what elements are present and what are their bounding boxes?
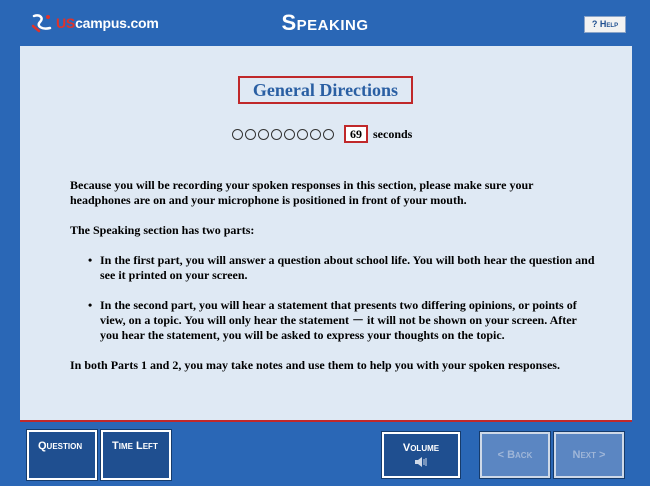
timer-value: 69 [344,125,368,143]
question-button[interactable]: Question [27,430,97,480]
timer-dot-icon [297,129,308,140]
timer-dot-icon [245,129,256,140]
timer-dot-icon [323,129,334,140]
list-item-part-1: • In the first part, you will answer a question about school life. You will both hear the question and see it printed on your screen. [100,253,595,283]
paragraph-two-parts: The Speaking section has two parts: [70,223,255,237]
volume-label: Volume [402,442,440,454]
time-left-button[interactable]: Time Left [101,430,171,480]
logo-text-suffix: campus.com [75,15,159,31]
back-button[interactable]: < Back [480,432,550,478]
directions-title: General Directions [238,76,413,104]
list-item-part-2: • In the second part, you will hear a statement that presents two differing opinions, or points of view, on a topic. You will only hear the statement － it will not be shown on your screen. After you hear the statement, you will be asked to express your thoughts on the topic. [100,298,595,343]
timer-dot-icon [258,129,269,140]
timer-dot-icon [232,129,243,140]
header-bar [0,0,650,46]
logo-text-prefix: US [56,15,76,31]
response-timer [232,124,412,144]
next-button[interactable]: Next > [554,432,624,478]
directions-body [70,178,595,388]
timer-dot-icon [284,129,295,140]
parts-list [70,253,595,343]
section-title: Speaking [281,10,369,35]
footer-bar [0,422,650,486]
paragraph-recording: Because you will be recording your spoken responses in this section, please make sure your headphones are on and your microphone is positioned in front of your mouth. [70,178,534,207]
paragraph-notes: In both Parts 1 and 2, you may take notes and use them to help you with your spoken responses. [70,358,560,372]
timer-dot-icon [271,129,282,140]
help-button[interactable]: ? Help [584,16,626,33]
volume-button[interactable] [382,432,460,478]
timer-unit: seconds [373,126,413,141]
timer-dot-icon [310,129,321,140]
speaker-icon [414,456,428,468]
